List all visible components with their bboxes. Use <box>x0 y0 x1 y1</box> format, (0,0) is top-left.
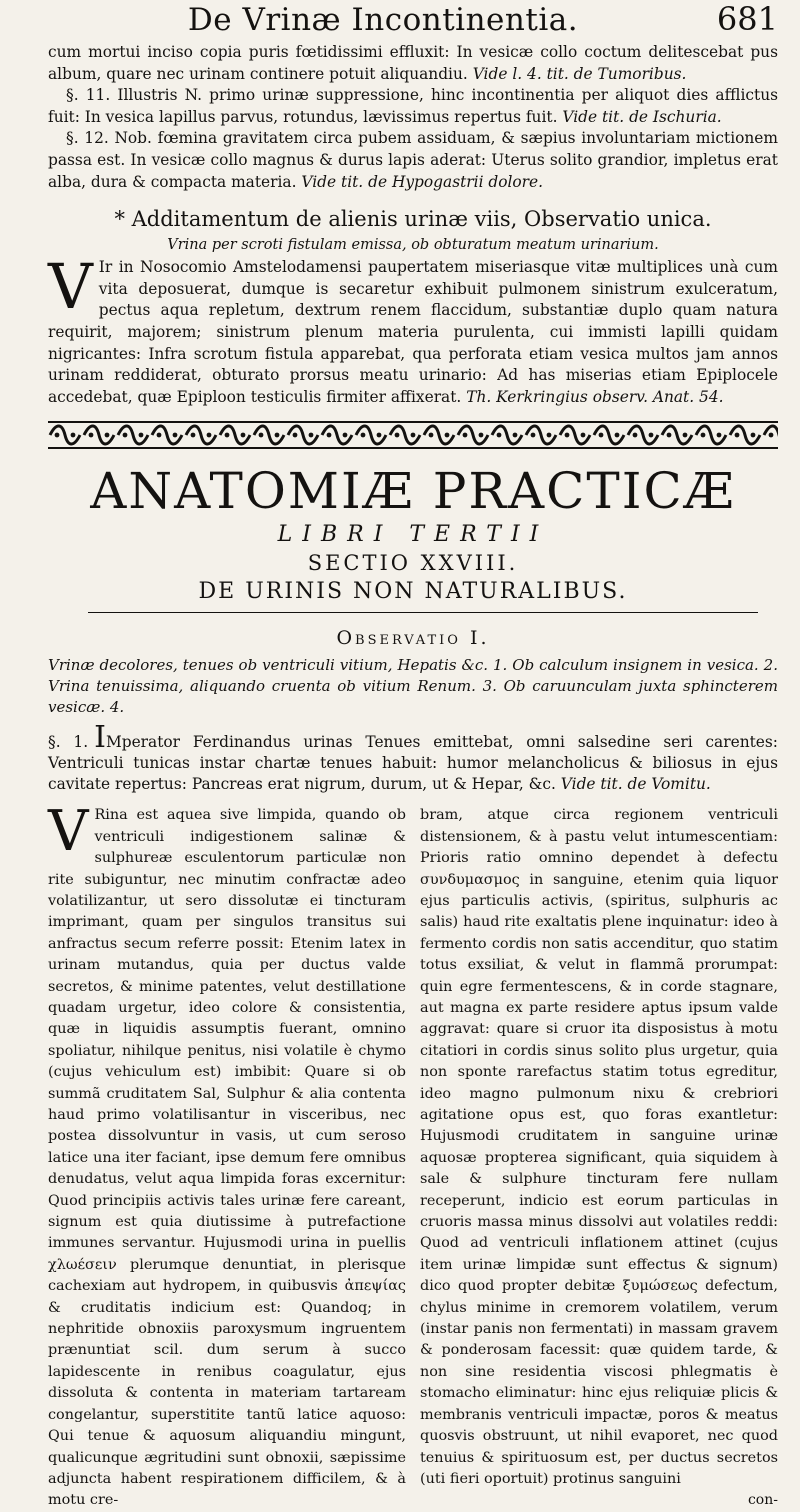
initial-letter: I <box>94 720 106 756</box>
top-paragraphs <box>48 42 778 193</box>
divider <box>88 612 758 613</box>
drop-cap: V <box>48 250 93 324</box>
right-column <box>420 805 778 1511</box>
paragraph <box>48 85 778 128</box>
section-title: DE URINIS NON NATURALIBUS. <box>198 579 628 605</box>
drop-cap: V <box>48 799 89 865</box>
ornamental-band <box>48 420 778 450</box>
two-column-body <box>48 799 778 1511</box>
page-number: 681 <box>716 0 778 38</box>
addendum-heading: * Additamentum de alienis urinæ viis, Observatio unica. <box>114 207 712 232</box>
addendum-case-title: Vrina per scroti fistulam emissa, ob obturatum meatum urinarium. <box>167 237 659 254</box>
paragraph <box>48 128 778 193</box>
cross-reference: Vide tit. de Ischuria. <box>562 107 722 126</box>
paragraph-text: Mperator Ferdinandus urinas Tenues emittebat, omni salsedine seri carentes: Ventriculi tunicas instar chartæ tenues habuit: humor melancholicus & biliosus in ejus cavitate repertus: Pancreas erat nigrum, durum, ut & Hepar, &c. <box>48 733 778 794</box>
case-paragraph <box>48 720 778 795</box>
cross-reference: Vide l. 4. tit. de Tumoribus. <box>472 64 687 83</box>
running-header <box>48 0 778 42</box>
paragraph-text: cum mortui inciso copia puris fœtidissimi effluxit: In vesicæ collo coctum delitescebat pus album, quare nec urinam continere potuit aliquandiu. <box>48 43 778 83</box>
paragraph <box>48 42 778 85</box>
cross-reference: Vide tit. de Hypogastrii dolore. <box>301 172 544 191</box>
paragraph-text: Ir in Nosocomio Amstelodamensi paupertatem miseriasque vitæ multiplices unà cum vita deposuerat, dumque is secaretur exhibuit pulmonem sinistrum exulceratum, pectus aqua repletum, dextrum renem flaccidum, substantiæ duplo quam natura requirit, majorem; sinistrum plenum materia purulenta, cui immisti lapilli quidam nigricantes: Infra scrotum fistula apparebat, qua perforata etiam vesica multos jam annos urinam reddiderat, obturato prorsus meatu urinario: Ad has miserias etiam Epiplocele accedebat, quæ Epiploon testiculis firmiter affixerat. <box>48 258 778 406</box>
section-number: SECTIO XXVIII. <box>307 551 519 576</box>
addendum-text <box>48 250 778 408</box>
book-title: ANATOMIÆ PRACTICÆ <box>90 462 736 521</box>
paragraph-text: §. 11. Illustris N. primo urinæ suppressione, hinc incontinentia per aliquot dies afflictus fuit: In vesica lapillus parvus, rotundus, lævissimus repertus fuit. <box>48 86 778 126</box>
cross-reference: Th. Kerkringius observ. Anat. 54. <box>466 387 724 406</box>
paragraph-text: §. 12. Nob. fœmina gravitatem circa pubem assiduam, & sæpius involuntariam mictionem passa est. In vesicæ collo magnus & durus lapis aderat: Uterus solito grandior, impletus erat alba, dura & compacta materia. <box>48 129 778 191</box>
cross-reference: Vide tit. de Vomitu. <box>560 775 711 794</box>
column-text: bram, atque circa regionem ventriculi distensionem, & à pastu velut intumescentiam: Prioris ratio omnino dependet à defectu συνδυμασμος in sanguine, etenim quia liquor ejus particulis activis, (spiritus, sulphuris ac salis) haud rite exaltatis plene inquinatur: ideo à fermento cordis non satis accenditur, quo statim totus exsiliat, & velut in flammã prorumpat: quin egre fermentescens, & in corde stagnare, aut magna ex parte residere aptus ipsum valde aggravat: quare si cruor ita disposistus à motu citatiori in cordis sinus solito plus urgetur, quia non sponte rarefactus statim totus egreditur, ideo magno pulmonum nixu & crebriori agitatione opus est, quo foras exantletur: Hujusmodi cruditatem in sanguine urinæ aquosæ propterea significant, quia siquidem à sale & sulphure tincturam fere nullam receperunt, indicio est eorum particulas in cruoris massa minus dissolvi aut volatiles reddi: Quod ad ventriculi inflationem attinet (cujus item urinæ limpidæ sunt effectus & signum) dico quod propter debitæ ξυμώσεως defectum, chylus minime in cremorem volatilem, verum (instar panis non fermentati) in massam gravem & ponderosam facessit: quæ quidem tarde, & non sine residentia viscosi phlegmatis è stomacho eliminatur: hinc ejus reliquiæ plicis & membranis ventriculi impactæ, poros & meatus quosvis obstruunt, ut nihil evaporet, nec quod tenuius & spirituosum est, per ductus secretos (uti fieri oportuit) protinus sanguini <box>420 807 778 1487</box>
running-title: De Vrinæ Incontinentia. <box>187 2 579 38</box>
book-label: LIBRI TERTII <box>277 522 549 548</box>
addendum-body <box>48 250 778 408</box>
observation-heading: Observatio I. <box>336 627 490 650</box>
catchword: con- <box>747 1492 778 1509</box>
left-column <box>48 799 406 1511</box>
column-text: Rina est aquea sive limpida, quando ob ventriculi indigestionem salinæ & sulphureæ esculentorum particulæ non rite subiguntur, nec minutim confractæ adeo volatilizantur, ut sero dissolutæ ei tincturam imprimant, quam per singulos transitus sui anfractus secum referre possit: Etenim latex in urinam mutandus, quia per ductus valde secretos, & minime patentes, velut destillatione quadam urgetur, ideo colore & consistentia, quæ in liquidis assumptis fuerant, omnino spoliatur, nihilque penitus, nisi volatile è chymo (cujus vehiculum est) imbibit: Quare si ob summã cruditatem Sal, Sulphur & alia contenta haud primo volatilisantur in visceribus, nec postea dissolvuntur in vasis, ut cum seroso latice una iter faciant, ipse demum fere omnibus denudatus, velut aqua limpida foras excernitur: Quod principiis activis tales urinæ fere careant, signum est quia diutissime à putrefactione immunes servantur. Hujusmodi urina in puellis χλωέσειν plerumque denuntiat, in plerisque cachexiam aut hydropem, in quibusvis ἀπεψίας & cruditatis indicium est: Quandoq; in nephritide obnoxiis paroxysmum ingruentem prænuntiat scil. dum serum à succo lapidescente in renibus coagulatur, ejus dissoluta & contenta in materiam tartaream congelantur, superstitite tantũ latice aquoso: Qui tenue & aquosum aliquandiu mingunt, qualicunque ægritudini sunt obnoxii, sæpissime adjuncta habent respirationem difficilem, & à motu cre- <box>48 807 406 1509</box>
observation-summary: Vrinæ decolores, tenues ob ventriculi vitium, Hepatis &c. 1. Ob calculum insignem in vesica. 2. Vrina tenuissima, aliquando cruenta ob vitium Renum. 3. Ob caruunculam juxta sphincterem vesicæ. 4. <box>48 656 778 717</box>
section-marker: §. 1. <box>48 733 89 752</box>
